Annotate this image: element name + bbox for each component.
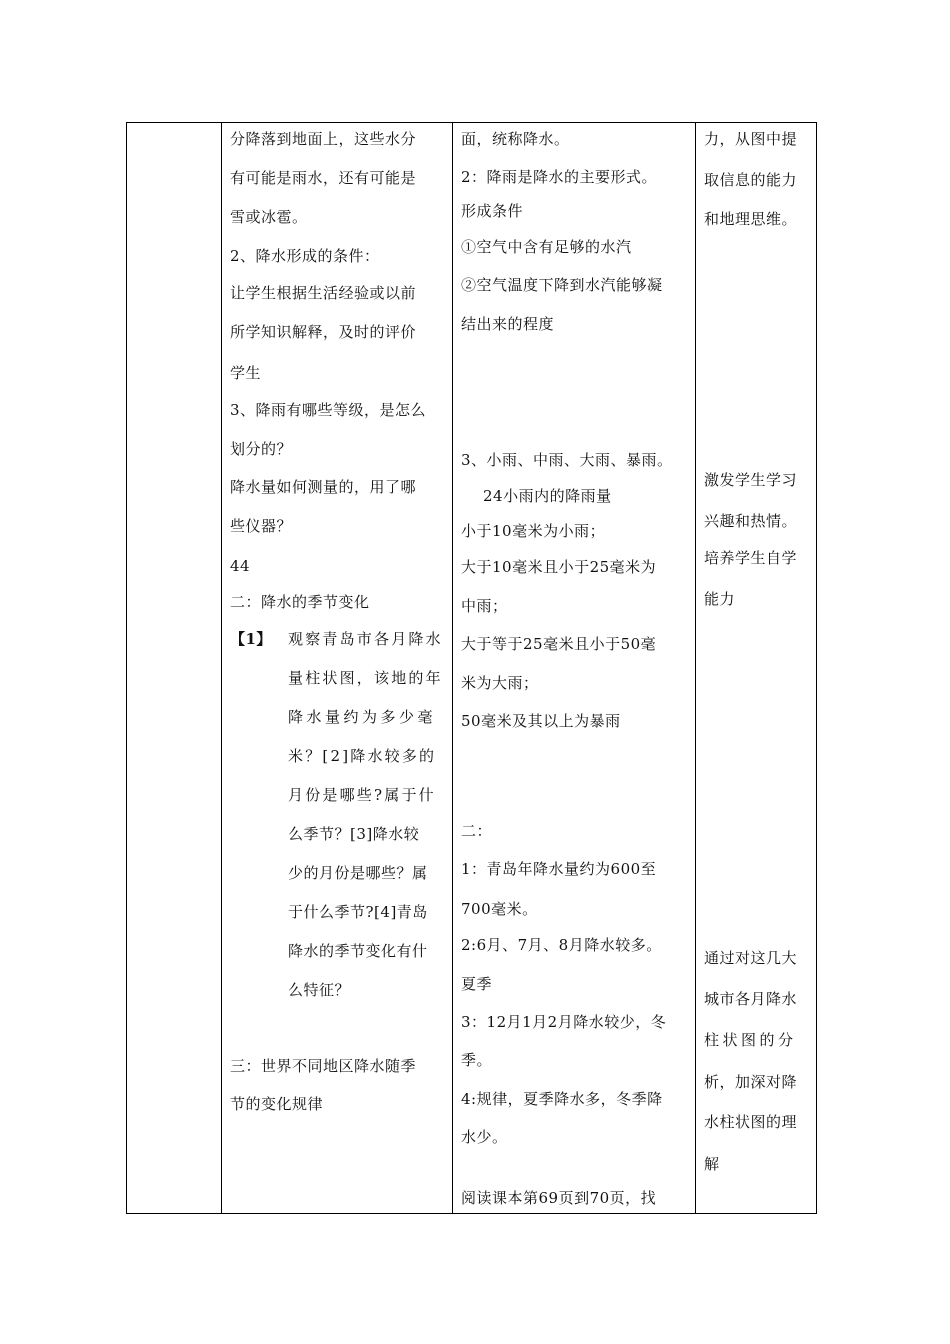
text-line: 柱状图的分 <box>704 1031 797 1049</box>
text-line: 2、降水形成的条件： <box>230 247 380 265</box>
question-marker: 【1】 <box>230 630 272 648</box>
text-line: ①空气中含有足够的水汽 <box>461 238 632 256</box>
text-line: 解 <box>704 1155 720 1173</box>
student-activity-column <box>453 123 696 1214</box>
text-line: 水柱状图的理 <box>704 1113 798 1131</box>
text-line: 月份是哪些?属于什 <box>288 786 436 804</box>
text-line: 3、小雨、中雨、大雨、暴雨。 <box>461 451 673 469</box>
text-line: 能力 <box>704 590 736 608</box>
text-line: 阅读课本第69页到70页，找 <box>461 1189 657 1207</box>
text-line: 1：青岛年降水量约为600至 <box>461 860 657 878</box>
text-line: 观察青岛市各月降水 <box>288 630 443 648</box>
text-line: 有可能是雨水，还有可能是 <box>230 169 417 187</box>
text-line: 和地理思维。 <box>704 210 798 228</box>
text-line: 些仪器？ <box>230 517 293 535</box>
text-line: 水少。 <box>461 1128 508 1146</box>
text-line: 节的变化规律 <box>230 1095 324 1113</box>
text-line: 降水量约为多少毫 <box>288 708 437 726</box>
section-heading: 三：世界不同地区降水随季 <box>230 1057 417 1075</box>
text-line: 让学生根据生活经验或以前 <box>230 284 417 302</box>
text-line: 50毫米及其以上为暴雨 <box>461 712 621 730</box>
text-line: 3：12月1月2月降水较少，冬 <box>461 1013 667 1031</box>
text-line: 量柱状图，该地的年 <box>288 669 443 687</box>
text-line: 培养学生自学 <box>704 549 798 567</box>
text-line: 结出来的程度 <box>461 315 555 333</box>
text-line: 雪或冰雹。 <box>230 208 308 226</box>
text-line: 少的月份是哪些？属 <box>288 864 428 882</box>
text-line: 面，统称降水。 <box>461 130 570 148</box>
text-line: 700毫米。 <box>461 900 538 918</box>
text-line: 于什么季节?[4]青岛 <box>288 903 428 921</box>
section-heading: 二： <box>461 822 493 840</box>
text-line: 米为大雨； <box>461 674 539 692</box>
text-line: 3、降雨有哪些等级，是怎么 <box>230 401 427 419</box>
text-line: 大于等于25毫米且小于50毫 <box>461 635 657 653</box>
text-line: 米？[2]降水较多的 <box>288 747 437 765</box>
text-line: 降水量如何测量的，用了哪 <box>230 478 417 496</box>
text-line: 小于10毫米为小雨； <box>461 522 606 540</box>
text-line: 激发学生学习 <box>704 471 798 489</box>
text-line: 力，从图中提 <box>704 130 798 148</box>
text-line: 么特征？ <box>288 981 351 999</box>
text-line: 分降落到地面上，这些水分 <box>230 130 417 148</box>
text-line: 兴趣和热情。 <box>704 512 798 530</box>
text-line: 城市各月降水 <box>704 990 798 1008</box>
text-line: 通过对这几大 <box>704 949 798 967</box>
text-line: 析，加深对降 <box>704 1073 798 1091</box>
lesson-plan-table <box>126 122 817 1214</box>
text-line: 划分的？ <box>230 440 293 458</box>
text-line: 形成条件 <box>461 202 524 220</box>
text-line: 所学知识解释，及时的评价 <box>230 323 417 341</box>
text-line: 中雨； <box>461 597 508 615</box>
empty-first-column <box>127 123 222 1214</box>
text-line: 季。 <box>461 1051 493 1069</box>
text-line: 大于10毫米且小于25毫米为 <box>461 558 657 576</box>
text-line: 2:6月、7月、8月降水较多。 <box>461 936 662 954</box>
teacher-activity-column <box>222 123 453 1214</box>
design-intent-column <box>696 123 817 1214</box>
text-line: 夏季 <box>461 975 493 993</box>
text-line: 4:规律，夏季降水多，冬季降 <box>461 1090 663 1108</box>
text-line: 2：降雨是降水的主要形式。 <box>461 168 658 186</box>
section-heading: 二：降水的季节变化 <box>230 593 370 611</box>
text-line: 降水的季节变化有什 <box>288 942 428 960</box>
text-line: 取信息的能力 <box>704 171 798 189</box>
text-line: 学生 <box>230 364 262 382</box>
text-line: 24小雨内的降雨量 <box>483 487 612 505</box>
text-line: ②空气温度下降到水汽能够凝 <box>461 276 663 294</box>
text-line: 44 <box>230 557 251 575</box>
text-line: 么季节？[3]降水较 <box>288 825 420 843</box>
